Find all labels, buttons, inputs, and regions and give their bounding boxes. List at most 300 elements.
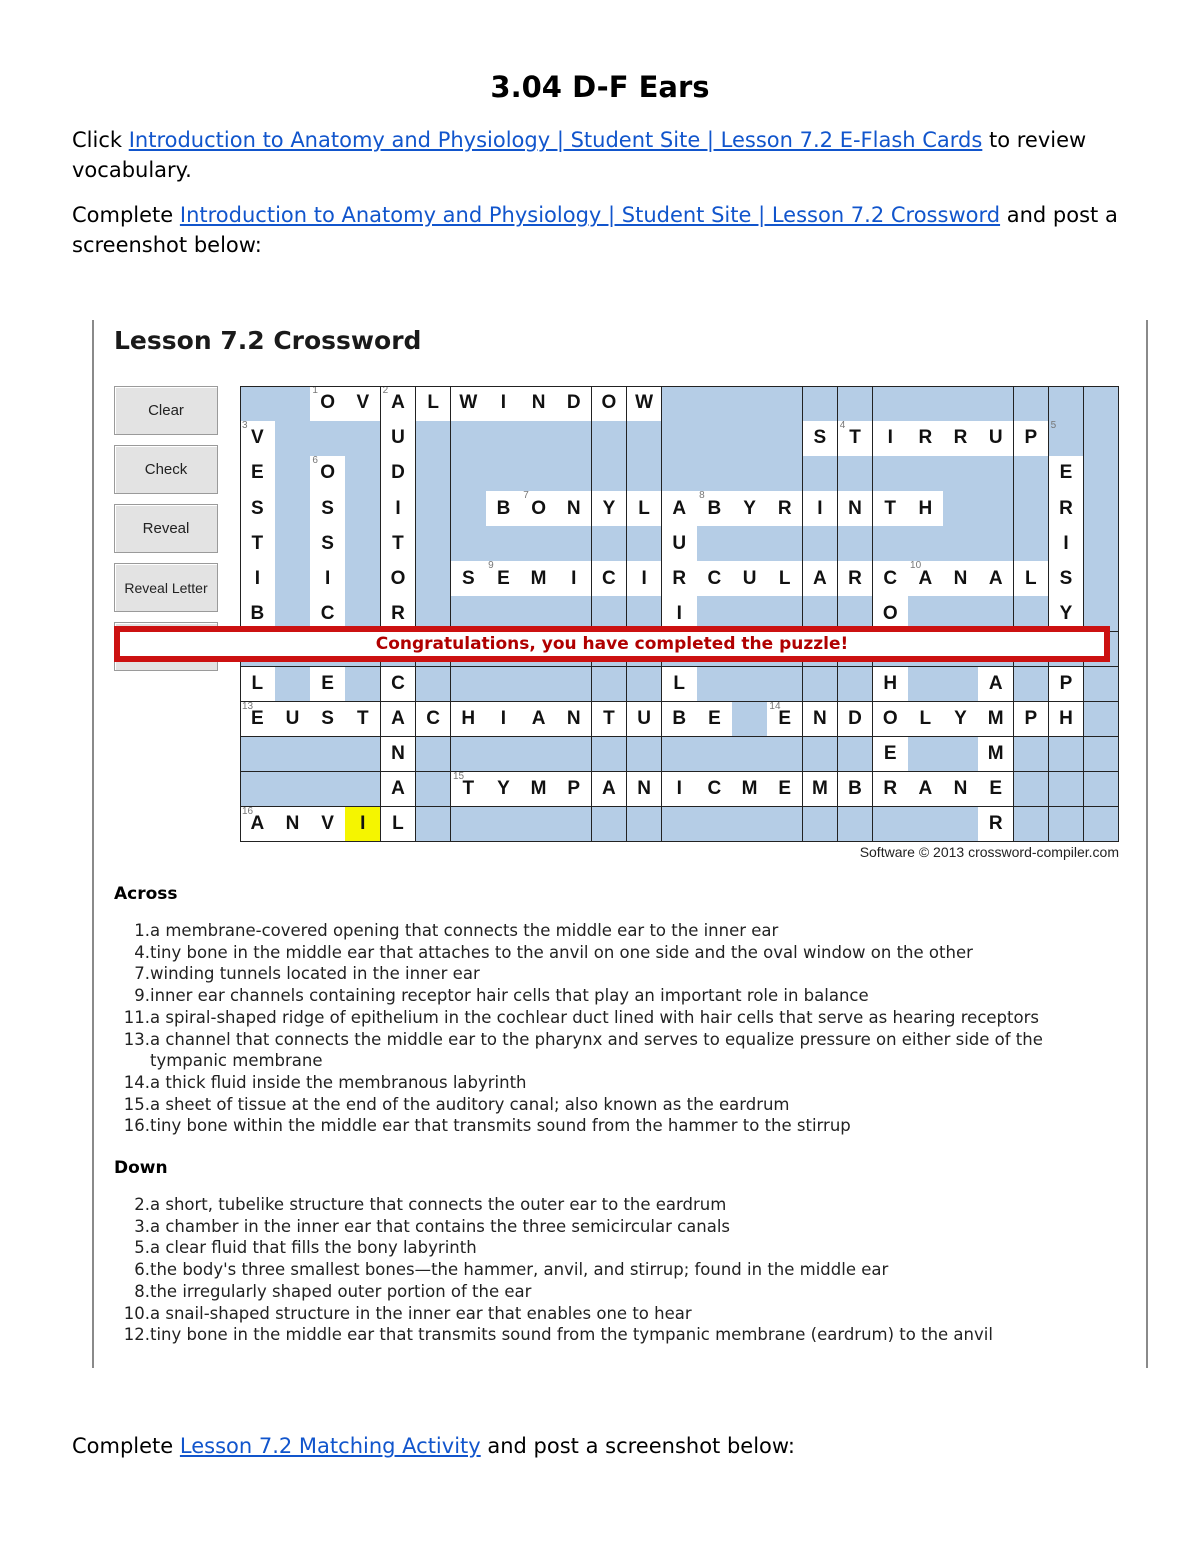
grid-cell[interactable]	[345, 386, 381, 422]
cell-letter: L	[673, 672, 686, 694]
grid-cell[interactable]	[697, 561, 733, 597]
grid-cell[interactable]	[978, 667, 1014, 703]
grid-cell	[838, 526, 874, 562]
flashcards-link[interactable]: Introduction to Anatomy and Physiology | Student Site | Lesson 7.2 E-Flash Cards	[128, 128, 983, 152]
crossword-title: Lesson 7.2 Crossword	[114, 326, 422, 355]
grid-cell[interactable]	[803, 772, 839, 808]
grid-cell	[486, 456, 522, 492]
grid-cell[interactable]	[838, 702, 874, 738]
grid-cell[interactable]	[943, 421, 979, 457]
cell-letter: I	[817, 497, 823, 519]
grid-cell[interactable]	[240, 456, 276, 492]
grid-cell[interactable]	[381, 807, 417, 843]
grid-cell	[275, 421, 311, 457]
grid-cell[interactable]	[521, 386, 557, 422]
grid-cell[interactable]	[873, 421, 909, 457]
grid-cell[interactable]	[240, 421, 276, 457]
grid-cell[interactable]	[240, 667, 276, 703]
grid-cell[interactable]	[592, 702, 628, 738]
clue-number: 4.	[134, 942, 150, 962]
grid-cell[interactable]	[1014, 702, 1050, 738]
cell-letter: R	[883, 778, 898, 800]
grid-cell[interactable]	[978, 772, 1014, 808]
grid-cell[interactable]	[592, 772, 628, 808]
grid-cell[interactable]	[803, 421, 839, 457]
grid-cell[interactable]	[310, 561, 346, 597]
cell-letter: T	[884, 497, 896, 519]
cell-letter: O	[882, 707, 898, 729]
grid-cell	[1084, 667, 1120, 703]
clear-button[interactable]: Clear	[114, 386, 218, 435]
grid-cell[interactable]	[697, 702, 733, 738]
grid-cell	[697, 421, 733, 457]
grid-cell[interactable]	[521, 491, 557, 527]
grid-cell[interactable]	[838, 421, 874, 457]
clue-text: a short, tubelike structure that connects the outer ear to the eardrum	[150, 1195, 727, 1214]
cell-letter: E	[1059, 462, 1073, 484]
grid-cell[interactable]	[240, 561, 276, 597]
across-heading: Across	[114, 884, 178, 904]
grid-cell[interactable]	[1014, 561, 1050, 597]
clue-item	[114, 1094, 1124, 1116]
grid-cell[interactable]	[803, 561, 839, 597]
cell-letter: A	[988, 672, 1003, 694]
grid-cell[interactable]	[627, 491, 663, 527]
grid-cell	[1084, 386, 1120, 422]
grid-cell	[767, 526, 803, 562]
grid-cell[interactable]	[381, 667, 417, 703]
cell-letter: O	[601, 392, 617, 414]
grid-cell[interactable]	[592, 386, 628, 422]
grid-cell[interactable]	[978, 807, 1014, 843]
cell-letter: N	[391, 743, 405, 765]
clue-item	[114, 1303, 1124, 1325]
grid-cell	[1049, 772, 1085, 808]
grid-cell	[486, 807, 522, 843]
grid-cell[interactable]	[697, 772, 733, 808]
grid-cell	[697, 737, 733, 773]
grid-cell[interactable]	[345, 807, 381, 843]
clue-text: a snail-shaped structure in the inner ear that enables one to hear	[150, 1303, 692, 1323]
clue-item	[114, 1029, 1124, 1072]
across-clues	[114, 920, 1124, 1137]
grid-cell	[345, 491, 381, 527]
grid-cell[interactable]	[662, 526, 698, 562]
cell-letter: N	[566, 497, 581, 519]
grid-cell	[767, 807, 803, 843]
grid-cell[interactable]	[873, 667, 909, 703]
cell-letter: R	[988, 813, 1003, 835]
grid-cell	[1049, 807, 1085, 843]
cell-letter: A	[250, 813, 265, 835]
grid-cell	[978, 526, 1014, 562]
grid-cell	[310, 737, 346, 773]
p1-after: to review vocabulary.	[72, 128, 1087, 182]
grid-cell	[1049, 737, 1085, 773]
grid-cell[interactable]	[838, 491, 874, 527]
grid-cell	[521, 667, 557, 703]
grid-cell	[275, 561, 311, 597]
down-heading: Down	[114, 1158, 168, 1178]
grid-cell	[767, 456, 803, 492]
grid-cell[interactable]	[381, 526, 417, 562]
p2-before: Complete	[72, 203, 180, 227]
clue-item	[114, 1281, 1124, 1303]
cell-letter: A	[391, 392, 405, 414]
grid-cell	[662, 737, 698, 773]
clue-number-label: 3	[242, 420, 248, 432]
grid-cell[interactable]	[486, 491, 522, 527]
grid-cell[interactable]	[943, 772, 979, 808]
grid-cell[interactable]	[381, 737, 417, 773]
cell-letter: P	[1059, 672, 1073, 694]
clue-item	[114, 1115, 1124, 1137]
clue-number: 13.	[123, 1029, 150, 1049]
grid-cell[interactable]	[592, 561, 628, 597]
grid-cell	[592, 667, 628, 703]
grid-cell[interactable]	[381, 421, 417, 457]
cell-letter: N	[953, 778, 968, 800]
grid-cell[interactable]	[627, 386, 663, 422]
clue-number: 9.	[134, 986, 150, 1006]
clue-number: 2.	[134, 1195, 150, 1214]
clue-number: 8.	[134, 1281, 150, 1301]
grid-cell[interactable]	[451, 386, 487, 422]
grid-cell[interactable]	[943, 702, 979, 738]
grid-cell[interactable]	[1049, 526, 1085, 562]
cell-letter: S	[1059, 567, 1073, 589]
grid-cell[interactable]	[521, 772, 557, 808]
grid-cell[interactable]	[592, 491, 628, 527]
grid-cell[interactable]	[310, 526, 346, 562]
grid-cell	[310, 421, 346, 457]
clue-item	[114, 1259, 1124, 1281]
grid-cell	[521, 421, 557, 457]
cell-letter: S	[813, 427, 827, 449]
grid-cell[interactable]	[310, 491, 346, 527]
cell-letter: L	[1025, 567, 1037, 589]
grid-cell[interactable]	[908, 561, 944, 597]
cell-letter: M	[811, 778, 828, 800]
grid-cell[interactable]	[767, 772, 803, 808]
grid-cell[interactable]	[908, 702, 944, 738]
grid-cell[interactable]	[451, 561, 487, 597]
grid-cell	[416, 526, 452, 562]
cell-letter: Y	[954, 707, 967, 729]
grid-cell[interactable]	[275, 702, 311, 738]
cell-letter: I	[676, 602, 682, 624]
grid-cell[interactable]	[978, 737, 1014, 773]
grid-cell[interactable]	[1049, 491, 1085, 527]
cell-letter: H	[918, 497, 933, 519]
cell-letter: A	[988, 567, 1003, 589]
grid-cell	[732, 456, 768, 492]
clue-text: the body's three smallest bones—the hammer, anvil, and stirrup; found in the middle ear	[150, 1260, 889, 1280]
grid-cell	[592, 421, 628, 457]
clue-number-label: 2	[382, 385, 389, 396]
cell-letter: Y	[497, 778, 510, 800]
clue-text: tiny bone in the middle ear that attaches to the anvil on one side and the oval window on the other	[150, 942, 973, 962]
grid-cell[interactable]	[556, 561, 592, 597]
grid-cell[interactable]	[556, 491, 592, 527]
crossword-grid	[240, 386, 1119, 842]
grid-cell[interactable]	[908, 421, 944, 457]
p3-after: and post a screenshot below:	[480, 1434, 795, 1458]
grid-cell[interactable]	[662, 772, 698, 808]
grid-cell[interactable]	[381, 456, 417, 492]
grid-cell	[556, 456, 592, 492]
clue-item	[114, 1072, 1124, 1094]
grid-cell[interactable]	[1049, 702, 1085, 738]
grid-cell[interactable]	[767, 561, 803, 597]
cell-letter: L	[251, 672, 264, 694]
grid-cell[interactable]	[1014, 421, 1050, 457]
reveal-button[interactable]: Reveal	[114, 504, 218, 553]
grid-cell	[908, 386, 944, 422]
grid-cell[interactable]	[240, 491, 276, 527]
grid-cell[interactable]	[310, 702, 346, 738]
grid-cell[interactable]	[416, 702, 452, 738]
grid-cell[interactable]	[381, 702, 417, 738]
grid-cell	[978, 456, 1014, 492]
grid-cell	[521, 456, 557, 492]
grid-cell	[908, 526, 944, 562]
grid-cell[interactable]	[978, 421, 1014, 457]
grid-cell[interactable]	[556, 702, 592, 738]
grid-cell[interactable]	[627, 561, 663, 597]
grid-cell[interactable]	[978, 561, 1014, 597]
cell-letter: T	[603, 707, 615, 729]
reveal-letter-button[interactable]: Reveal Letter	[114, 563, 218, 612]
grid-cell[interactable]	[873, 737, 909, 773]
flashcards-paragraph	[72, 125, 1142, 185]
cell-letter: B	[250, 602, 265, 624]
grid-cell	[1084, 491, 1120, 527]
grid-cell	[1084, 421, 1120, 457]
cell-letter: L	[919, 707, 932, 729]
clue-number: 16.	[123, 1116, 150, 1136]
cell-letter: T	[356, 707, 369, 729]
cell-letter: C	[391, 672, 405, 694]
grid-cell[interactable]	[381, 386, 417, 422]
grid-cell	[556, 421, 592, 457]
cell-letter: D	[391, 462, 405, 484]
grid-cell	[310, 772, 346, 808]
grid-cell	[416, 737, 452, 773]
grid-cell[interactable]	[803, 702, 839, 738]
cell-letter: I	[325, 567, 331, 589]
grid-cell[interactable]	[767, 702, 803, 738]
cell-letter: O	[320, 462, 336, 484]
grid-cell[interactable]	[627, 772, 663, 808]
document-title: 3.04 D-F Ears	[490, 70, 710, 104]
cell-letter: L	[638, 497, 650, 519]
matching-activity-link[interactable]: Lesson 7.2 Matching Activity	[179, 1434, 481, 1458]
cell-letter: I	[254, 567, 260, 589]
grid-cell[interactable]	[978, 702, 1014, 738]
cell-letter: V	[356, 392, 370, 414]
grid-cell	[732, 737, 768, 773]
grid-cell[interactable]	[662, 667, 698, 703]
grid-cell	[767, 386, 803, 422]
crossword-link[interactable]: Introduction to Anatomy and Physiology | Student Site | Lesson 7.2 Crossword	[179, 203, 1001, 227]
cell-letter: I	[500, 707, 507, 729]
cell-letter: I	[395, 497, 401, 519]
grid-cell	[697, 526, 733, 562]
grid-cell[interactable]	[1049, 667, 1085, 703]
cell-letter: H	[461, 707, 476, 729]
grid-cell	[486, 421, 522, 457]
grid-cell[interactable]	[732, 561, 768, 597]
grid-cell	[486, 737, 522, 773]
cell-letter: O	[390, 567, 406, 589]
grid-cell	[451, 737, 487, 773]
grid-cell	[521, 807, 557, 843]
grid-cell	[873, 456, 909, 492]
grid-cell[interactable]	[521, 561, 557, 597]
grid-cell	[275, 491, 311, 527]
grid-cell[interactable]	[908, 772, 944, 808]
check-button[interactable]: Check	[114, 445, 218, 494]
grid-cell	[345, 561, 381, 597]
grid-cell	[416, 421, 452, 457]
clue-item	[114, 920, 1124, 942]
grid-cell[interactable]	[803, 491, 839, 527]
grid-cell	[767, 737, 803, 773]
grid-cell[interactable]	[451, 772, 487, 808]
grid-cell[interactable]	[240, 807, 276, 843]
grid-cell	[838, 386, 874, 422]
cell-letter: L	[427, 392, 439, 414]
grid-cell[interactable]	[486, 561, 522, 597]
cell-letter: V	[321, 813, 334, 835]
grid-cell[interactable]	[310, 456, 346, 492]
clue-text: a sheet of tissue at the end of the auditory canal; also known as the eardrum	[150, 1094, 790, 1114]
grid-cell	[1014, 807, 1050, 843]
cell-letter: A	[672, 497, 687, 519]
grid-cell[interactable]	[310, 667, 346, 703]
grid-cell	[592, 737, 628, 773]
grid-cell	[803, 737, 839, 773]
grid-cell	[345, 667, 381, 703]
cell-letter: I	[1063, 532, 1069, 554]
grid-cell[interactable]	[873, 772, 909, 808]
cell-letter: N	[848, 497, 862, 519]
grid-cell	[240, 772, 276, 808]
clue-text: a channel that connects the middle ear to the pharynx and serves to equalize pressure on either side of the tympanic membrane	[150, 1029, 1043, 1071]
grid-cell	[592, 807, 628, 843]
grid-cell[interactable]	[381, 772, 417, 808]
grid-cell	[662, 456, 698, 492]
grid-cell	[556, 667, 592, 703]
grid-cell	[662, 807, 698, 843]
cell-letter: U	[391, 427, 405, 449]
cell-letter: A	[531, 707, 546, 729]
grid-cell[interactable]	[486, 386, 522, 422]
grid-cell[interactable]	[697, 491, 733, 527]
grid-cell[interactable]	[908, 491, 944, 527]
grid-cell[interactable]	[240, 702, 276, 738]
grid-cell[interactable]	[381, 491, 417, 527]
grid-cell[interactable]	[345, 702, 381, 738]
grid-cell	[416, 561, 452, 597]
grid-cell[interactable]	[556, 386, 592, 422]
cell-letter: R	[953, 427, 968, 449]
grid-cell[interactable]	[838, 772, 874, 808]
grid-cell[interactable]	[627, 702, 663, 738]
cell-letter: C	[602, 567, 616, 589]
grid-cell[interactable]	[310, 807, 346, 843]
grid-cell	[943, 456, 979, 492]
grid-cell	[1084, 737, 1120, 773]
clue-text: tiny bone within the middle ear that transmits sound from the hammer to the stirrup	[150, 1116, 851, 1136]
cell-letter: O	[531, 497, 546, 519]
grid-cell[interactable]	[873, 702, 909, 738]
grid-cell	[767, 421, 803, 457]
grid-cell[interactable]	[838, 561, 874, 597]
grid-cell[interactable]	[943, 561, 979, 597]
p3-before: Complete	[72, 1434, 180, 1458]
grid-cell[interactable]	[521, 702, 557, 738]
grid-cell	[1014, 772, 1050, 808]
grid-cell[interactable]	[486, 702, 522, 738]
grid-cell[interactable]	[662, 702, 698, 738]
grid-cell[interactable]	[451, 702, 487, 738]
grid-cell	[451, 421, 487, 457]
grid-cell[interactable]	[310, 386, 346, 422]
grid-cell[interactable]	[662, 561, 698, 597]
grid-cell	[521, 526, 557, 562]
grid-cell	[838, 737, 874, 773]
cell-letter: M	[987, 743, 1004, 765]
cell-letter: R	[672, 567, 687, 589]
grid-cell	[838, 807, 874, 843]
grid-cell	[873, 526, 909, 562]
grid-cell[interactable]	[873, 491, 909, 527]
grid-cell[interactable]	[732, 772, 768, 808]
grid-cell[interactable]	[732, 491, 768, 527]
grid-cell[interactable]	[873, 561, 909, 597]
grid-cell	[275, 667, 311, 703]
grid-cell[interactable]	[662, 491, 698, 527]
grid-cell	[943, 386, 979, 422]
grid-cell	[662, 421, 698, 457]
cell-letter: S	[250, 497, 264, 519]
grid-cell[interactable]	[1049, 561, 1085, 597]
grid-cell	[556, 807, 592, 843]
grid-cell[interactable]	[1049, 456, 1085, 492]
cell-letter: T	[849, 427, 861, 449]
clue-item	[114, 1007, 1124, 1029]
grid-cell[interactable]	[240, 526, 276, 562]
grid-cell	[275, 386, 311, 422]
grid-cell[interactable]	[416, 386, 452, 422]
grid-cell	[803, 526, 839, 562]
grid-cell[interactable]	[486, 772, 522, 808]
grid-cell[interactable]	[381, 561, 417, 597]
cell-letter: U	[672, 532, 687, 554]
grid-cell	[556, 737, 592, 773]
grid-cell[interactable]	[275, 807, 311, 843]
clue-number: 11.	[123, 1007, 150, 1027]
grid-cell[interactable]	[767, 491, 803, 527]
grid-cell	[345, 421, 381, 457]
cell-letter: A	[602, 778, 616, 800]
clue-number-label: 4	[839, 420, 846, 432]
cell-letter: U	[285, 707, 300, 729]
cell-letter: E	[321, 672, 334, 694]
grid-cell[interactable]	[556, 772, 592, 808]
